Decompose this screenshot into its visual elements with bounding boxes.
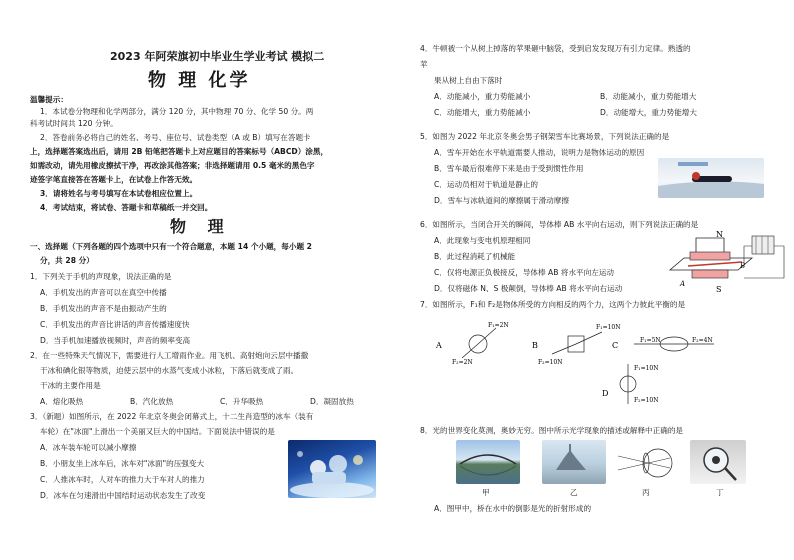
option-a-letter: A xyxy=(436,341,442,350)
subject-title: 物 理 化学 xyxy=(148,70,251,91)
q4-stem: 果从树上自由下落时 xyxy=(434,76,503,85)
q3-option-d: D．冰车在匀速滑出中国结时运动状态发生了改变 xyxy=(40,491,206,500)
ice-car-photo xyxy=(288,440,376,498)
q5-option-b: B．雪车最后很难停下来是由于受到惯性作用 xyxy=(434,164,584,173)
q2-option-b: B．汽化放热 xyxy=(130,397,174,406)
caption-ding: 丁 xyxy=(716,488,724,497)
q6-option-a: A．此现象与变电机原理相同 xyxy=(434,236,531,245)
rod-b-label: B xyxy=(740,262,746,270)
q4-stem: 4．牛顿被一个从树上掉落的苹果砸中脑袋，受到启发发现万有引力定律。熟透的 xyxy=(420,44,691,53)
section-instruction: 一、选择题（下列各题的四个选项中只有一个符合题意，本题 14 个小题，每小题 2 xyxy=(30,242,312,251)
magnet-n-label: N xyxy=(716,230,723,239)
q2-stem: 干冰和碘化银等物质，迫使云层中的水蒸气变成小冰粒，下落后就变成了雨。 xyxy=(40,366,299,375)
q8-stem: 8．光的世界变化莫测，奥妙无穷。图中所示光学现象的描述或解释中正确的是 xyxy=(420,426,684,435)
skeleton-sled-photo xyxy=(658,158,764,198)
magnifier-photo xyxy=(690,440,746,484)
option-d-letter: D xyxy=(602,389,609,398)
q4-option-c: C．动能增大，重力势能减小 xyxy=(434,108,531,117)
notice-line: 2．答卷前务必将自己的姓名、考号、座位号、试卷类型（A 或 B）填写在答题卡 xyxy=(40,133,311,142)
c-f2-label: F₂=4N xyxy=(692,337,713,344)
magnet-s-label: S xyxy=(716,285,722,294)
q2-option-d: D．凝固放热 xyxy=(310,397,354,406)
bridge-reflection-photo xyxy=(456,440,520,484)
q8-option-a: A．图甲中，桥在水中的倒影是光的折射形成的 xyxy=(434,504,592,513)
q5-option-c: C．运动员相对于轨道是静止的 xyxy=(434,180,539,189)
d-f2-label: F₂=10N xyxy=(634,397,659,404)
exam-title: 2023 年阿荣旗初中毕业生学业考试 模拟二 xyxy=(110,50,325,63)
section-instruction: 分，共 28 分） xyxy=(40,256,94,265)
q1-option-c: C．手机发出的声音比讲话的声音传播速度快 xyxy=(40,320,190,329)
q2-option-a: A．熔化吸热 xyxy=(40,397,84,406)
q3-option-a: A．冰车装车轮可以减小摩擦 xyxy=(40,443,137,452)
q4-stem: 苹 xyxy=(420,60,428,69)
q6-option-d: D．仅将磁体 N、S 极颠倒，导体棒 AB 将水平向右运动 xyxy=(434,284,623,293)
q1-option-a: A．手机发出的声音可以在真空中传播 xyxy=(40,288,167,297)
q7-stem: 7．如图所示，F₁和 F₂是物体所受的方向相反的两个力，这两个力彼此平衡的是 xyxy=(420,300,686,309)
q3-stem: 3．（新题）如图所示，在 2022 年北京冬奥会闭幕式上，十二生肖造型的冰车（装有 xyxy=(30,412,314,421)
physics-heading: 物 理 xyxy=(170,217,232,236)
q3-stem: 车轮）在"冰面"上滑出一个美丽又巨大的中国结。下面说法中错误的是 xyxy=(40,427,275,436)
magnet-rail-diagram xyxy=(660,230,790,298)
a-f2-label: F₂=2N xyxy=(452,359,473,366)
notice-line: 迹签字笔直接答在答题卡上，在试卷上作答无效。 xyxy=(30,175,198,184)
notice-line: 1．本试卷分物理和化学两部分，满分 120 分，其中物理 70 分、化学 50 分。两 xyxy=(40,107,314,116)
q6-stem: 6．如图所示，当闭合开关的瞬间，导体棒 AB 水平向右运动，则下列说法正确的是 xyxy=(420,220,699,229)
d-f1-label: F₁=10N xyxy=(634,365,659,372)
q4-option-a: A．动能减小，重力势能减小 xyxy=(434,92,531,101)
left-column xyxy=(30,0,410,560)
caption-jia: 甲 xyxy=(482,488,490,497)
notice-line: 3．请将姓名与考号填写在本试卷相应位置上。 xyxy=(40,189,198,198)
option-b-letter: B xyxy=(532,341,538,350)
q3-option-c: C．人推冰车时，人对车的推力大于车对人的推力 xyxy=(40,475,205,484)
notice-line: 上，选择题答案选出后，请用 2B 铅笔把答题卡上对应题目的答案标号（ABCD）涂黑， xyxy=(30,147,329,156)
q2-stem: 干冰的主要作用是 xyxy=(40,381,101,390)
notice-heading: 温馨提示： xyxy=(30,95,68,104)
rod-a-label: A xyxy=(680,280,686,288)
q1-option-b: B．手机发出的声音不是由振动产生的 xyxy=(40,304,167,313)
q6-option-b: B．此过程消耗了机械能 xyxy=(434,252,516,261)
q4-option-b: B．动能减小，重力势能增大 xyxy=(600,92,697,101)
force-diagrams xyxy=(434,314,774,404)
q3-option-b: B．小朋友坐上冰车后，冰车对"冰面"的压强变大 xyxy=(40,459,205,468)
notice-line: 如需改动，请先用橡皮擦拭干净，再改涂其他答案；非选择题请用 0.5 毫米的黑色字 xyxy=(30,161,315,170)
caption-yi: 乙 xyxy=(570,488,578,497)
b-f2-label: F₂=10N xyxy=(538,359,563,366)
q4-option-d: D．动能增大，重力势能增大 xyxy=(600,108,697,117)
q5-option-d: D．雪车与冰轨道间的摩擦属于滑动摩擦 xyxy=(434,196,569,205)
eye-lens-diagram xyxy=(618,444,676,482)
b-f1-label: F₁=10N xyxy=(596,324,621,331)
notice-line: 4．考试结束，将试卷、答题卡和草稿纸一并交回。 xyxy=(40,203,213,212)
q2-stem: 2．在一些特殊天气情况下，需要进行人工增雨作业。用飞机、高射炮向云层中播撒 xyxy=(30,351,309,360)
c-f1-label: F₁=5N xyxy=(640,337,661,344)
q1-stem: 1．下列关于手机的声现象，说法正确的是 xyxy=(30,272,172,281)
right-column xyxy=(420,0,794,560)
q6-option-c: C．仅将电源正负极接反，导体棒 AB 将水平向左运动 xyxy=(434,268,615,277)
q5-option-a: A．雪车开始在水平轨道需要人推动，说明力是物体运动的原因 xyxy=(434,148,645,157)
caption-bing: 丙 xyxy=(642,488,650,497)
option-c-letter: C xyxy=(612,341,619,350)
castle-mirage-photo xyxy=(542,440,606,484)
a-f1-label: F₁=2N xyxy=(488,322,509,329)
q1-option-d: D．当手机加速播放视频时，声音的频率变高 xyxy=(40,336,191,345)
q5-stem: 5．如图为 2022 年北京冬奥会男子钢架雪车比赛场景，下列说法正确的是 xyxy=(420,132,670,141)
q2-option-c: C．升华吸热 xyxy=(220,397,264,406)
notice-line: 科考试时间共 120 分钟。 xyxy=(30,119,118,128)
